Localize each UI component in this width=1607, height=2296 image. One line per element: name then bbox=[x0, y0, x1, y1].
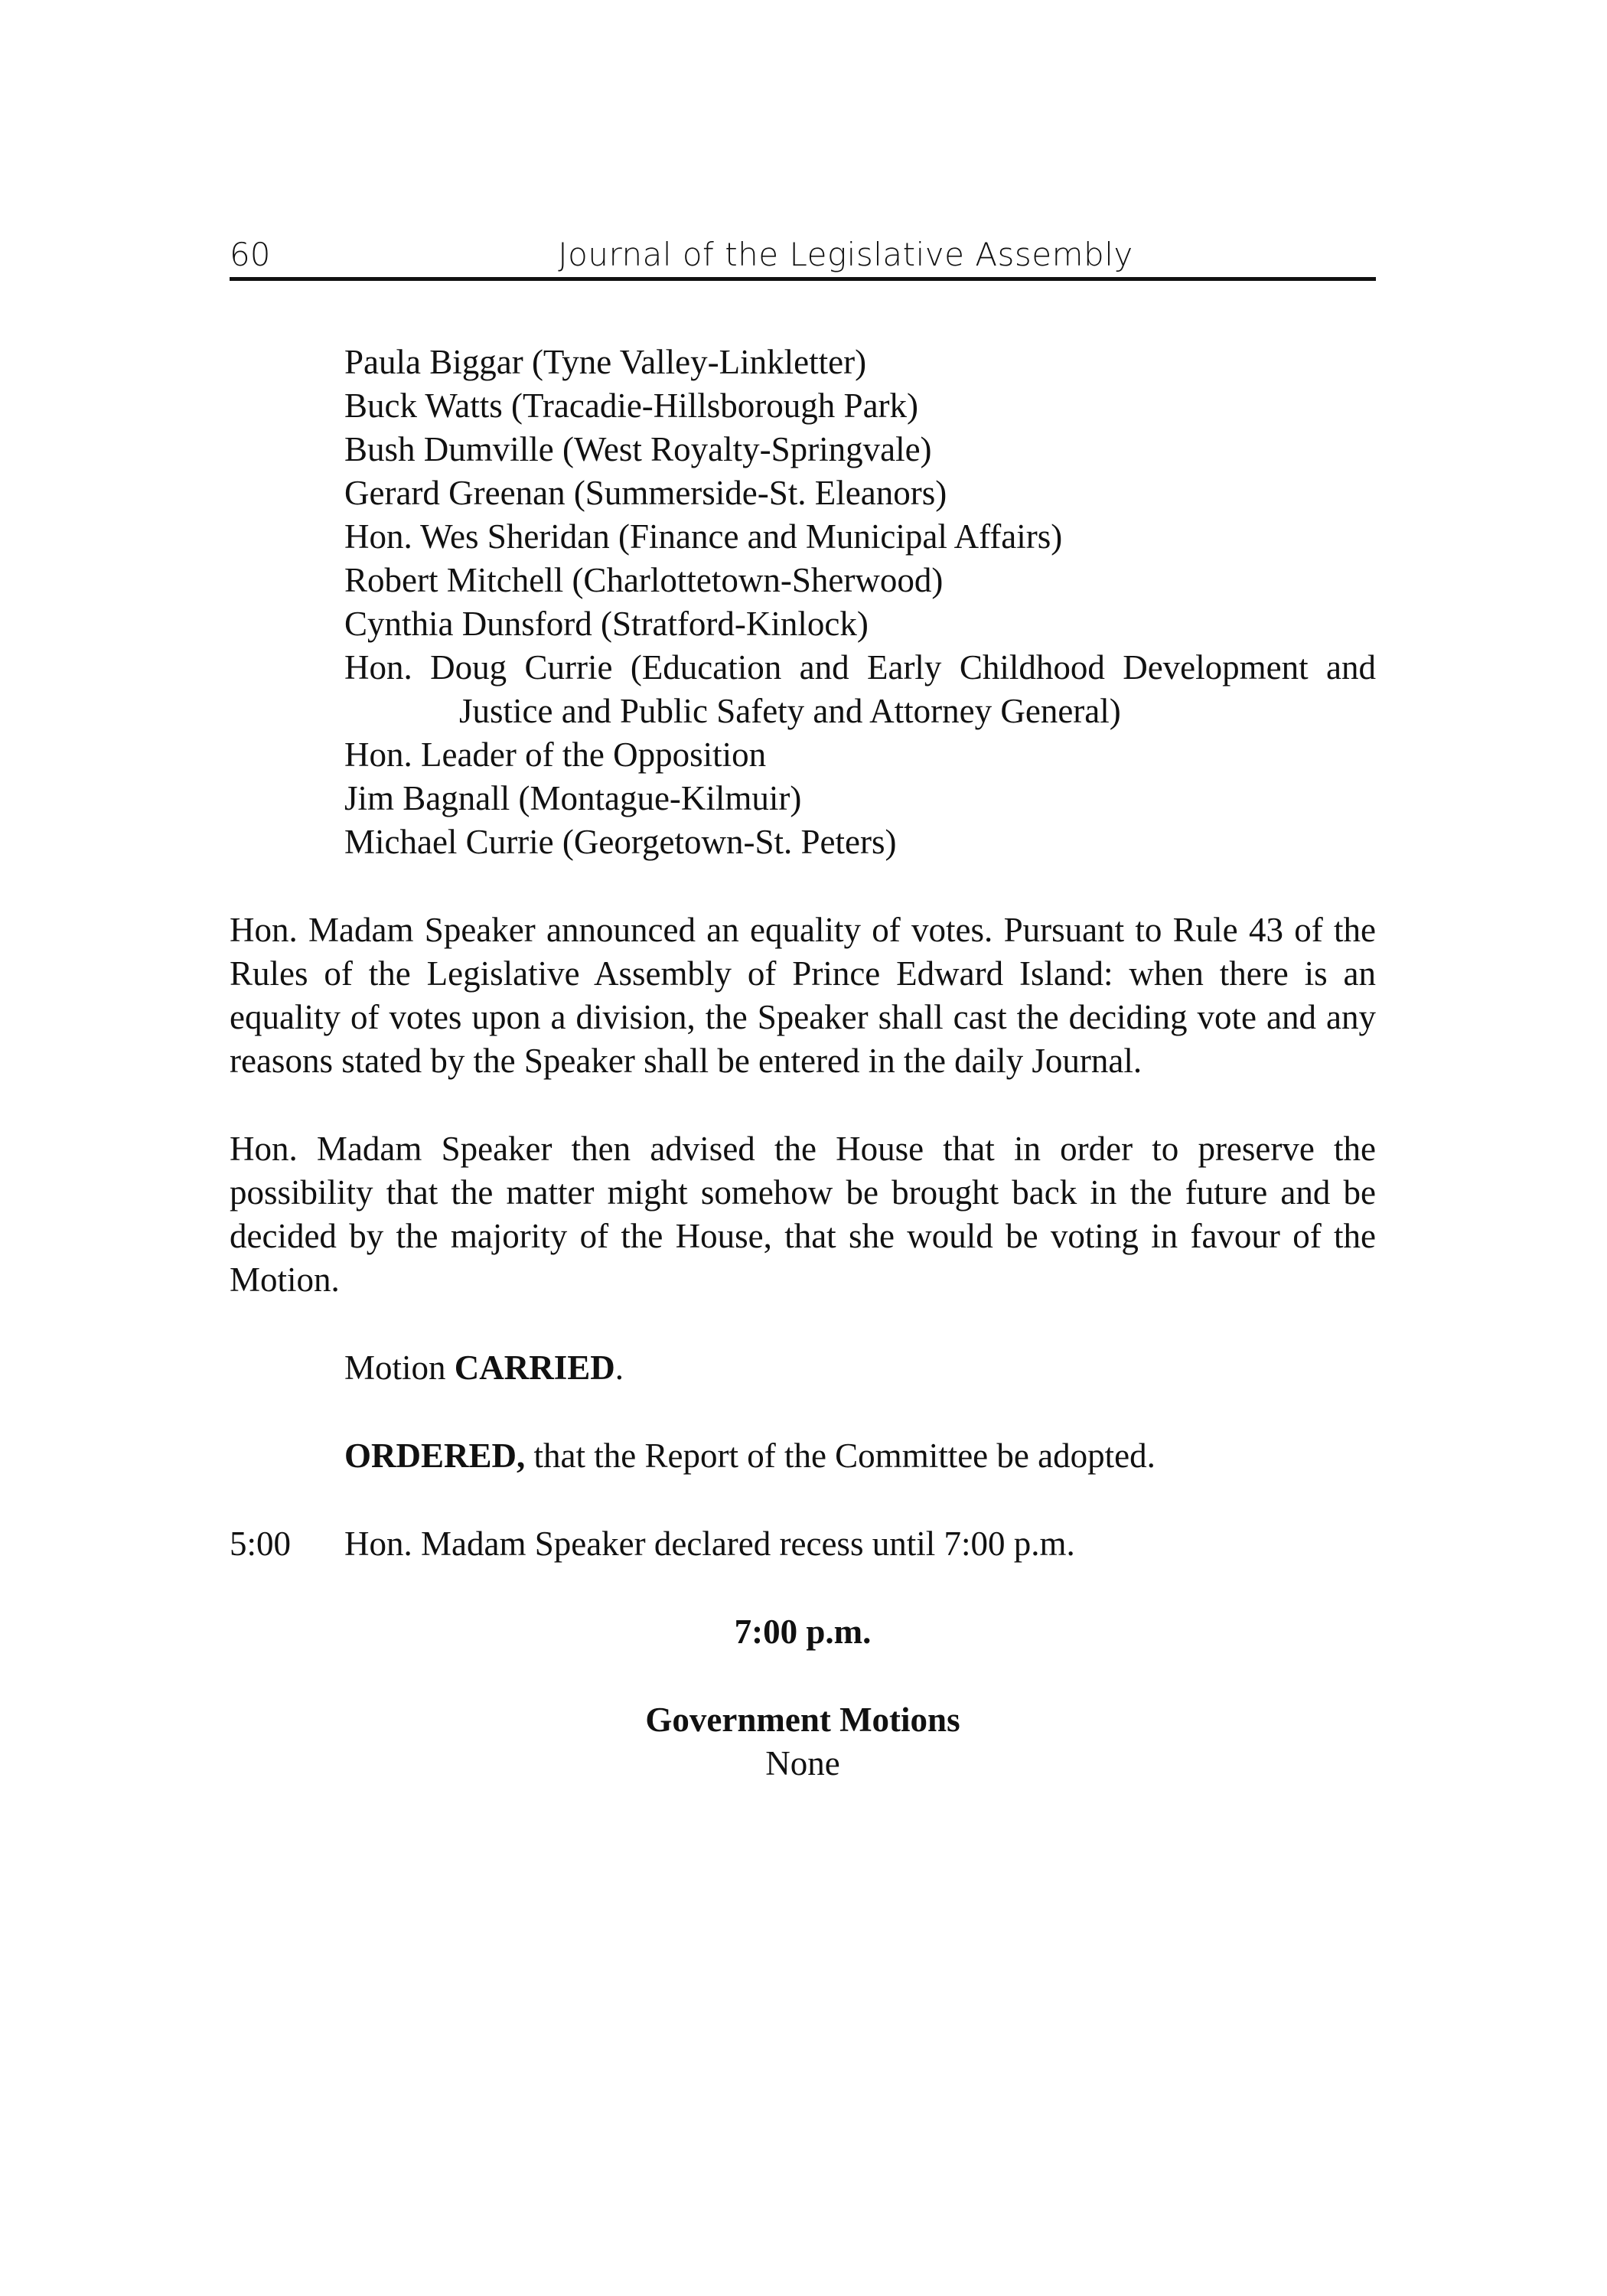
motion-suffix: . bbox=[614, 1349, 624, 1387]
recess-time: 5:00 bbox=[230, 1525, 292, 1563]
evening-time-heading: 7:00 p.m. bbox=[734, 1613, 872, 1651]
running-title: Journal of the Legislative Assembly bbox=[558, 236, 1133, 273]
list-item: Bush Dumville (West Royalty-Springvale) bbox=[344, 430, 932, 468]
list-item: Buck Watts (Tracadie-Hillsborough Park) bbox=[344, 386, 919, 425]
recess-entry bbox=[230, 1522, 1376, 1566]
list-item: Gerard Greenan (Summerside-St. Eleanors) bbox=[344, 474, 947, 512]
list-item: Jim Bagnall (Montague-Kilmuir) bbox=[344, 779, 802, 817]
ordered-text: that the Report of the Committee be adopted. bbox=[525, 1437, 1156, 1475]
list-item: Hon. Leader of the Opposition bbox=[344, 735, 767, 774]
government-motions-heading: Government Motions bbox=[645, 1701, 960, 1739]
speaker-reason-paragraph: Hon. Madam Speaker then advised the House that in order to preserve the possibility that the matter might somehow be brought back in the future and be decided by the majority of the House, that she would be voting in favour of the Motion. bbox=[230, 1130, 1376, 1299]
motion-prefix: Motion bbox=[344, 1349, 455, 1387]
list-item: Robert Mitchell (Charlottetown-Sherwood) bbox=[344, 561, 944, 599]
list-item: Paula Biggar (Tyne Valley-Linkletter) bbox=[344, 343, 867, 381]
recess-text: Hon. Madam Speaker declared recess until 7:00 p.m. bbox=[344, 1525, 1075, 1563]
ordered-statement bbox=[344, 1434, 1376, 1478]
motion-result bbox=[344, 1346, 1376, 1390]
equality-of-votes-paragraph: Hon. Madam Speaker announced an equality of votes. Pursuant to Rule 43 of the Rules of the Legislative Assembly of Prince Edward Island: when there is an equality of votes upon a division, the Speaker shall cast the deciding vote and any reasons stated by the Speaker shall be entered in the daily Journal. bbox=[230, 911, 1376, 1080]
list-item: Cynthia Dunsford (Stratford-Kinlock) bbox=[344, 605, 869, 643]
motion-carried-label: CARRIED bbox=[454, 1349, 615, 1387]
list-item: Hon. Wes Sheridan (Finance and Municipal Affairs) bbox=[344, 517, 1063, 556]
page-header bbox=[230, 230, 1376, 281]
page-number: 60 bbox=[230, 236, 271, 273]
journal-content bbox=[230, 341, 1376, 1786]
vote-member-list bbox=[230, 341, 1376, 864]
list-item: Hon. Doug Currie (Education and Early Childhood Development and Justice and Public Safety and Attorney General) bbox=[344, 648, 1376, 730]
government-motions-body: None bbox=[765, 1744, 840, 1782]
ordered-keyword: ORDERED, bbox=[344, 1437, 526, 1475]
list-item: Michael Currie (Georgetown-St. Peters) bbox=[344, 823, 897, 861]
